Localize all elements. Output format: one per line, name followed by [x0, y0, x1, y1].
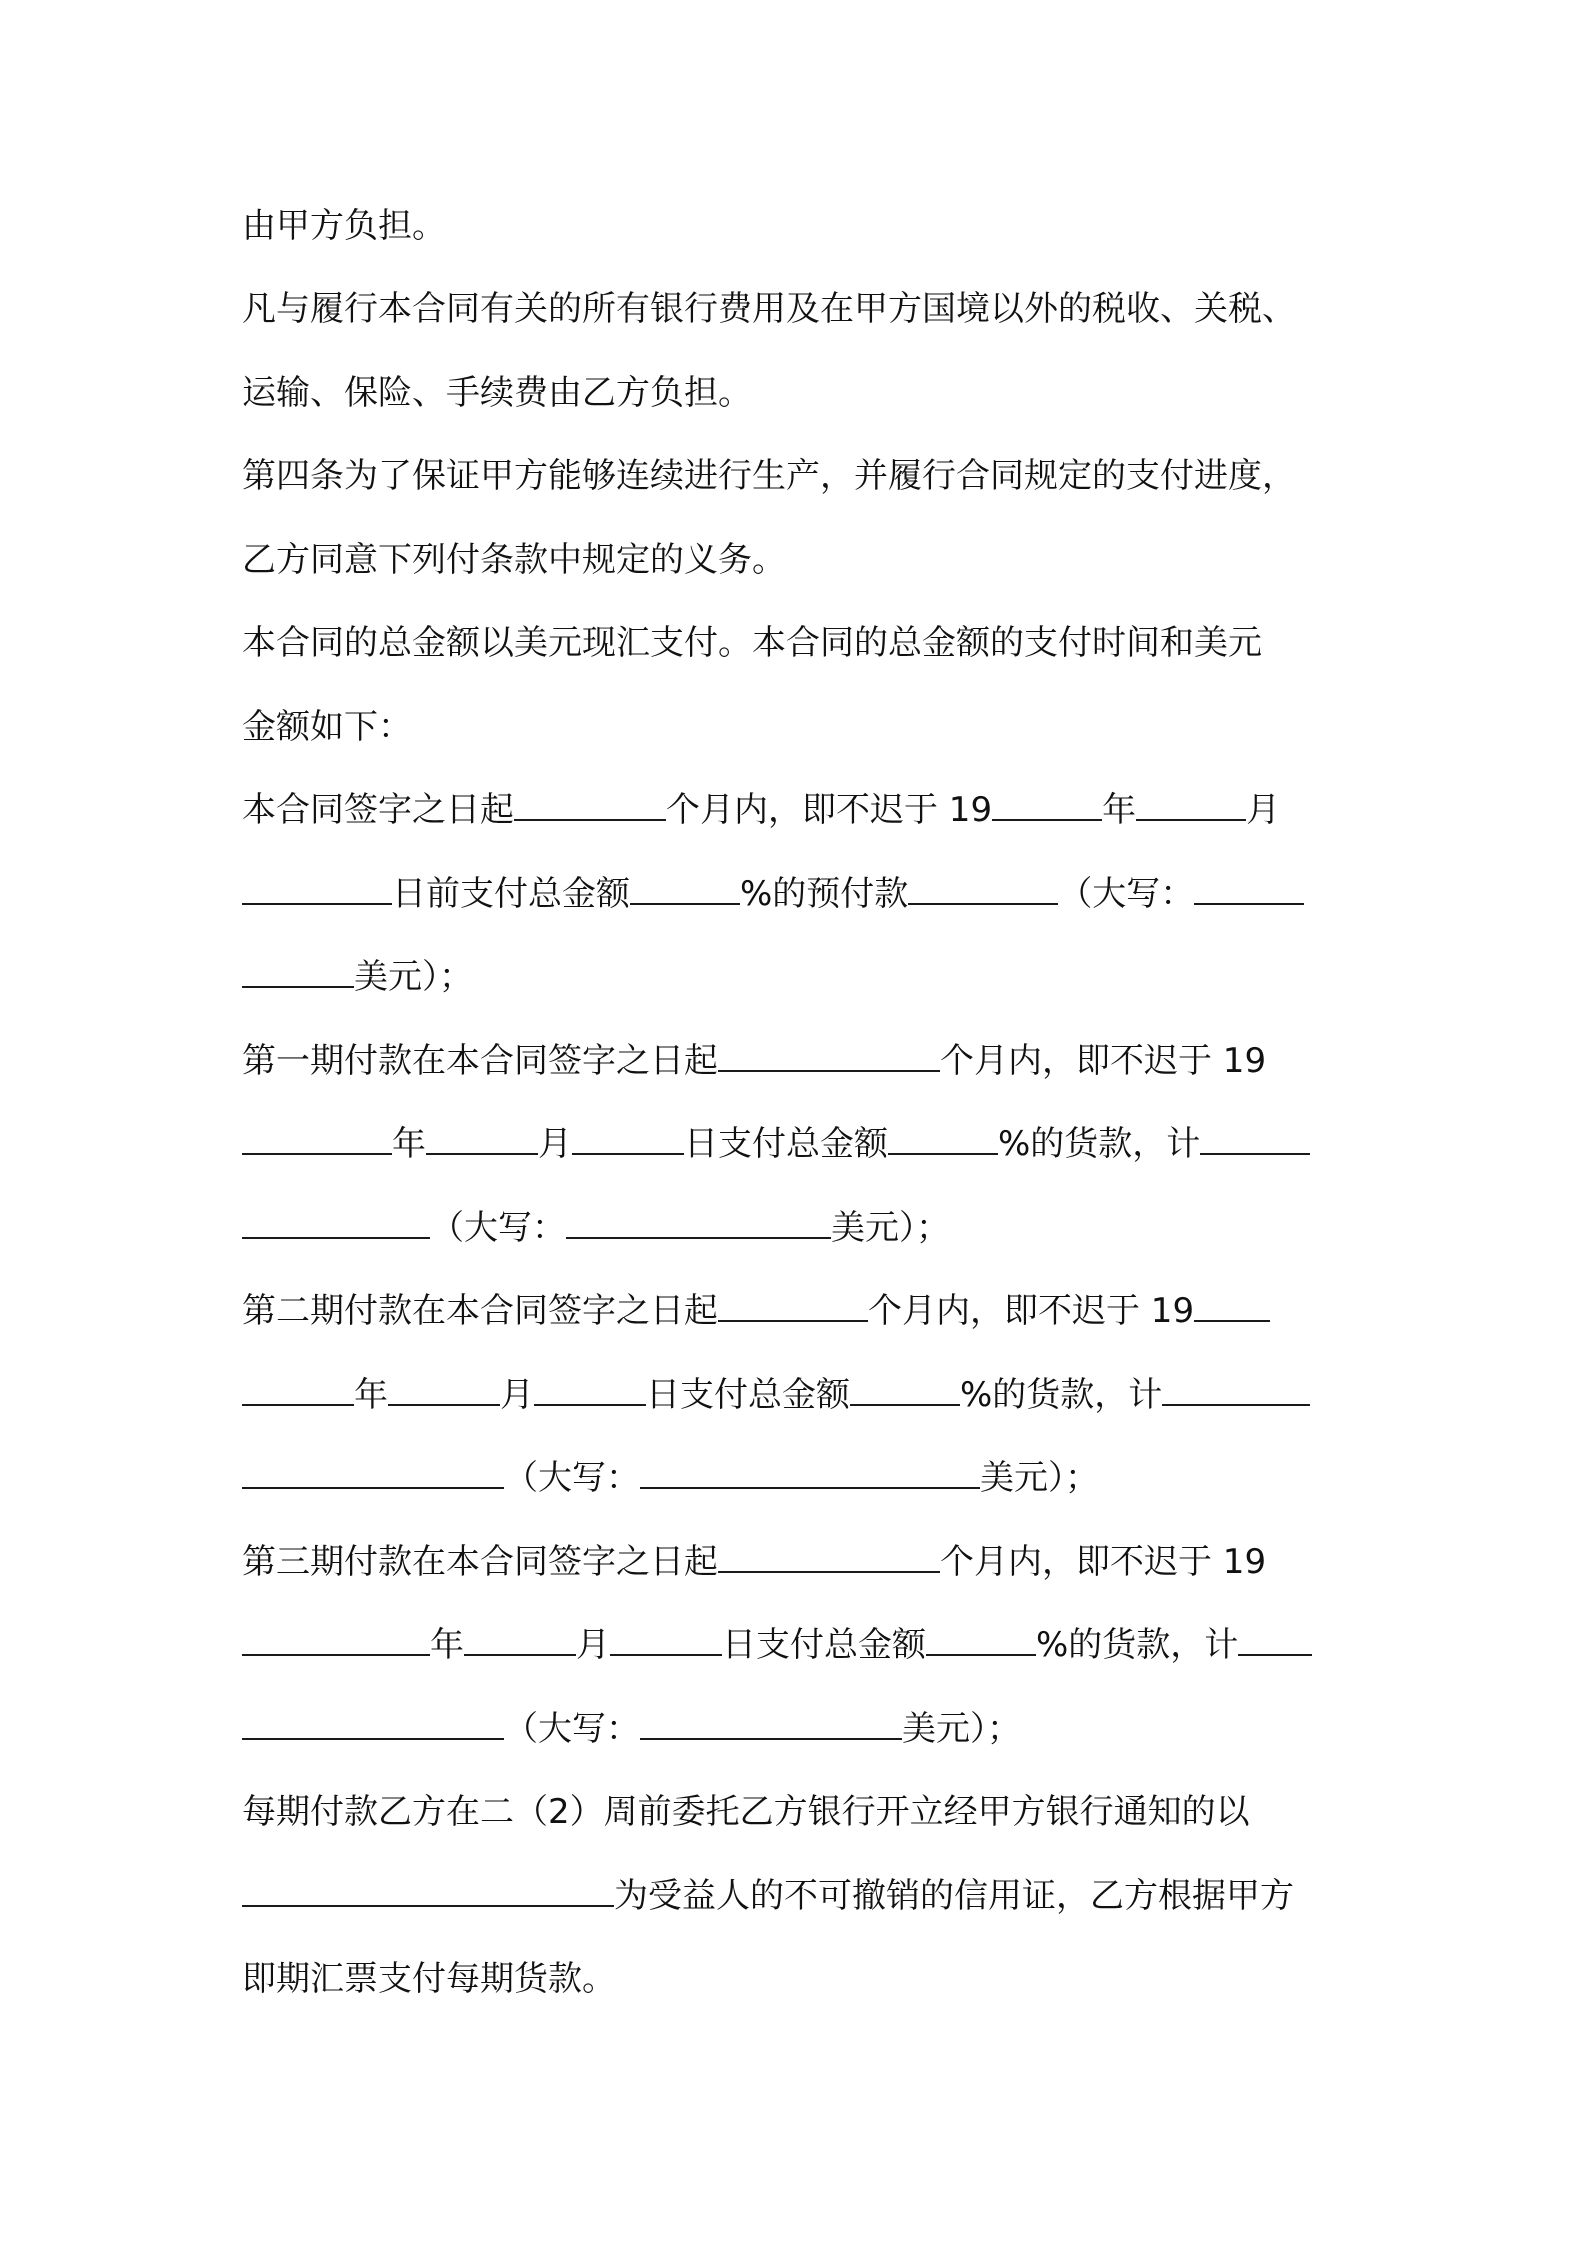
text-line-8: [242, 788, 1280, 832]
text-segment: %的货款，计: [998, 1124, 1201, 1164]
text-segment: 个月内，即不迟于 19: [868, 1291, 1195, 1331]
text-segment: （大写：: [504, 1709, 640, 1749]
text-segment: 美元）；: [980, 1458, 1099, 1498]
text-segment: 年: [1102, 790, 1137, 830]
fill-in-blank[interactable]: [640, 1737, 902, 1740]
text-segment: 运输、保险、手续费由乙方负担。: [242, 373, 752, 413]
text-segment: 年: [354, 1375, 388, 1415]
fill-in-blank[interactable]: [242, 1403, 354, 1406]
text-segment: 年: [392, 1124, 426, 1164]
fill-in-blank[interactable]: [1238, 1653, 1312, 1656]
text-line-5: [242, 538, 786, 582]
fill-in-blank[interactable]: [850, 1403, 960, 1406]
text-line-3: [242, 371, 752, 415]
text-segment: 日支付总金额: [684, 1124, 888, 1164]
fill-in-blank[interactable]: [426, 1152, 538, 1155]
text-segment: 本合同的总金额以美元现汇支付。本合同的总金额的支付时间和美元: [242, 623, 1262, 663]
text-segment: 个月内，即不迟于 19: [940, 1542, 1267, 1582]
fill-in-blank[interactable]: [992, 818, 1102, 821]
fill-in-blank[interactable]: [242, 1486, 504, 1489]
text-line-7: [242, 705, 412, 749]
text-segment: 月: [576, 1625, 610, 1665]
fill-in-blank[interactable]: [242, 1737, 504, 1740]
text-segment: 金额如下：: [242, 707, 412, 747]
text-segment: 年: [430, 1625, 464, 1665]
fill-in-blank[interactable]: [242, 1904, 614, 1907]
fill-in-blank[interactable]: [630, 902, 740, 905]
fill-in-blank[interactable]: [718, 1570, 940, 1573]
fill-in-blank[interactable]: [1136, 818, 1246, 821]
text-line-16: [242, 1456, 1099, 1500]
text-segment: 凡与履行本合同有关的所有银行费用及在甲方国境以外的税收、关税、: [242, 289, 1296, 329]
fill-in-blank[interactable]: [534, 1403, 646, 1406]
text-segment: 第四条为了保证甲方能够连续进行生产，并履行合同规定的支付进度，: [242, 456, 1296, 496]
text-line-19: [242, 1707, 1021, 1751]
text-segment: 日支付总金额: [646, 1375, 850, 1415]
fill-in-blank[interactable]: [242, 1152, 392, 1155]
fill-in-blank[interactable]: [908, 902, 1058, 905]
text-segment: 本合同签字之日起: [242, 790, 514, 830]
fill-in-blank[interactable]: [242, 1653, 430, 1656]
text-segment: 个月内，即不迟于 19: [940, 1041, 1267, 1081]
fill-in-blank[interactable]: [1162, 1403, 1310, 1406]
text-segment: 第一期付款在本合同签字之日起: [242, 1041, 718, 1081]
text-segment: 乙方同意下列付条款中规定的义务。: [242, 540, 786, 580]
fill-in-blank[interactable]: [572, 1152, 684, 1155]
text-line-9: [242, 872, 1304, 916]
text-line-22: [242, 1957, 616, 2001]
text-line-1: [242, 204, 446, 248]
fill-in-blank[interactable]: [1194, 902, 1304, 905]
fill-in-blank[interactable]: [718, 1319, 868, 1322]
text-line-13: [242, 1206, 950, 1250]
fill-in-blank[interactable]: [514, 818, 666, 821]
fill-in-blank[interactable]: [640, 1486, 980, 1489]
text-line-12: [242, 1122, 1310, 1166]
fill-in-blank[interactable]: [610, 1653, 722, 1656]
fill-in-blank[interactable]: [1200, 1152, 1310, 1155]
fill-in-blank[interactable]: [718, 1069, 940, 1072]
text-line-10: [242, 955, 473, 999]
text-line-4: [242, 454, 1296, 498]
fill-in-blank[interactable]: [926, 1653, 1036, 1656]
text-segment: 美元）；: [354, 957, 473, 997]
text-segment: 日前支付总金额: [392, 874, 630, 914]
text-segment: %的货款，计: [960, 1375, 1163, 1415]
text-line-15: [242, 1373, 1310, 1417]
text-segment: （大写：: [430, 1208, 566, 1248]
fill-in-blank[interactable]: [388, 1403, 500, 1406]
text-line-14: [242, 1289, 1270, 1333]
text-segment: %的预付款: [740, 874, 909, 914]
text-segment: 美元）；: [902, 1709, 1021, 1749]
text-segment: 第二期付款在本合同签字之日起: [242, 1291, 718, 1331]
fill-in-blank[interactable]: [888, 1152, 998, 1155]
text-segment: （大写：: [504, 1458, 640, 1498]
text-segment: 每期付款乙方在二（2）周前委托乙方银行开立经甲方银行通知的以: [242, 1792, 1250, 1832]
text-line-2: [242, 287, 1296, 331]
fill-in-blank[interactable]: [566, 1236, 831, 1239]
text-segment: 月: [538, 1124, 572, 1164]
text-segment: 美元）；: [831, 1208, 950, 1248]
fill-in-blank[interactable]: [242, 985, 354, 988]
text-segment: 月: [500, 1375, 534, 1415]
text-segment: 第三期付款在本合同签字之日起: [242, 1542, 718, 1582]
fill-in-blank[interactable]: [1194, 1319, 1270, 1322]
text-line-17: [242, 1540, 1266, 1584]
text-segment: 即期汇票支付每期货款。: [242, 1959, 616, 1999]
fill-in-blank[interactable]: [464, 1653, 576, 1656]
text-segment: 由甲方负担。: [242, 206, 446, 246]
text-line-11: [242, 1039, 1266, 1083]
text-segment: %的货款，计: [1036, 1625, 1239, 1665]
fill-in-blank[interactable]: [242, 1236, 430, 1239]
text-segment: 日支付总金额: [722, 1625, 926, 1665]
text-line-18: [242, 1623, 1312, 1667]
text-line-21: [242, 1874, 1294, 1918]
text-segment: 为受益人的不可撤销的信用证，乙方根据甲方: [614, 1876, 1294, 1916]
text-segment: 月: [1246, 790, 1281, 830]
text-line-6: [242, 621, 1262, 665]
text-segment: （大写：: [1058, 874, 1195, 914]
fill-in-blank[interactable]: [242, 902, 392, 905]
text-line-20: [242, 1790, 1250, 1834]
text-segment: 个月内，即不迟于 19: [666, 790, 993, 830]
